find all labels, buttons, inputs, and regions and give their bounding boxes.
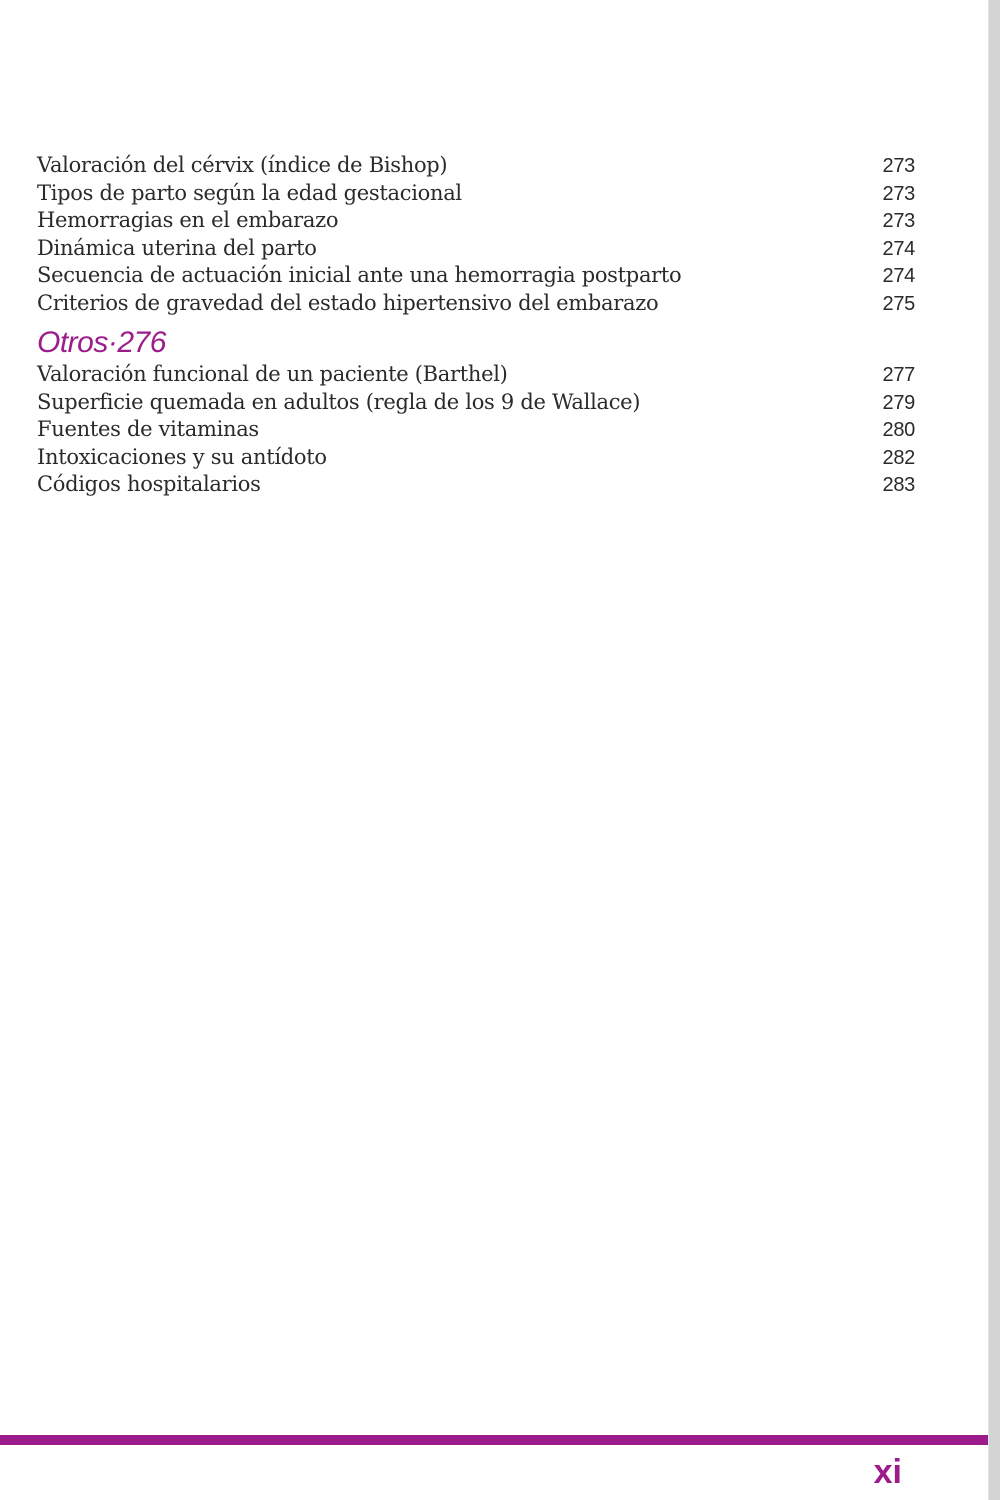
toc-entry-page: 273 [882,210,915,232]
toc-entry[interactable] [37,291,915,319]
toc-entry[interactable] [37,263,915,291]
toc-entry[interactable] [37,445,915,473]
toc-entry-page: 282 [882,446,915,469]
toc-entry-label: Fuentes de vitaminas [37,417,259,441]
footer-rule [0,1435,988,1445]
toc-entry[interactable] [37,390,915,418]
toc-entry-label: Códigos hospitalarios [37,472,261,496]
toc-entry-label: Valoración funcional de un paciente (Barthel) [37,362,508,386]
toc-entry-label: Valoración del cérvix (índice de Bishop) [37,153,448,177]
toc-entry-label: Tipos de parto según la edad gestacional [37,180,462,205]
toc-entry-page: 279 [882,391,915,414]
toc-entry-page: 274 [882,237,915,260]
toc-entry-page: 275 [882,292,915,315]
toc-entry[interactable] [37,362,915,390]
section-heading-otros[interactable]: Otros·276 [37,326,166,359]
toc-entry[interactable] [37,208,915,236]
toc-entry-label: Dinámica uterina del parto [37,235,317,260]
toc-entry[interactable] [37,472,915,500]
toc-entry-page: 280 [882,419,915,441]
toc-entry-label: Secuencia de actuación inicial ante una hemorragia postparto [37,263,682,287]
viewer-scrollbar-gutter[interactable] [988,0,1000,1500]
toc-entry[interactable] [37,153,915,181]
toc-entry[interactable] [37,181,915,209]
toc-entry-label: Intoxicaciones y su antídoto [37,444,327,469]
toc-entry-page: 273 [882,182,915,205]
toc-entry-label: Criterios de gravedad del estado hipertensivo del embarazo [37,290,659,315]
toc-entry-label: Hemorragias en el embarazo [37,208,339,232]
toc-entry[interactable] [37,236,915,264]
table-of-contents [37,153,915,500]
toc-entry-label: Superficie quemada en adultos (regla de los 9 de Wallace) [37,389,641,414]
toc-entry[interactable] [37,417,915,445]
toc-entry-page: 274 [882,265,915,287]
toc-entry-page: 283 [882,474,915,496]
toc-entry-page: 277 [882,364,915,386]
toc-entry-page: 273 [882,155,915,177]
page-number: xi [873,1453,902,1491]
